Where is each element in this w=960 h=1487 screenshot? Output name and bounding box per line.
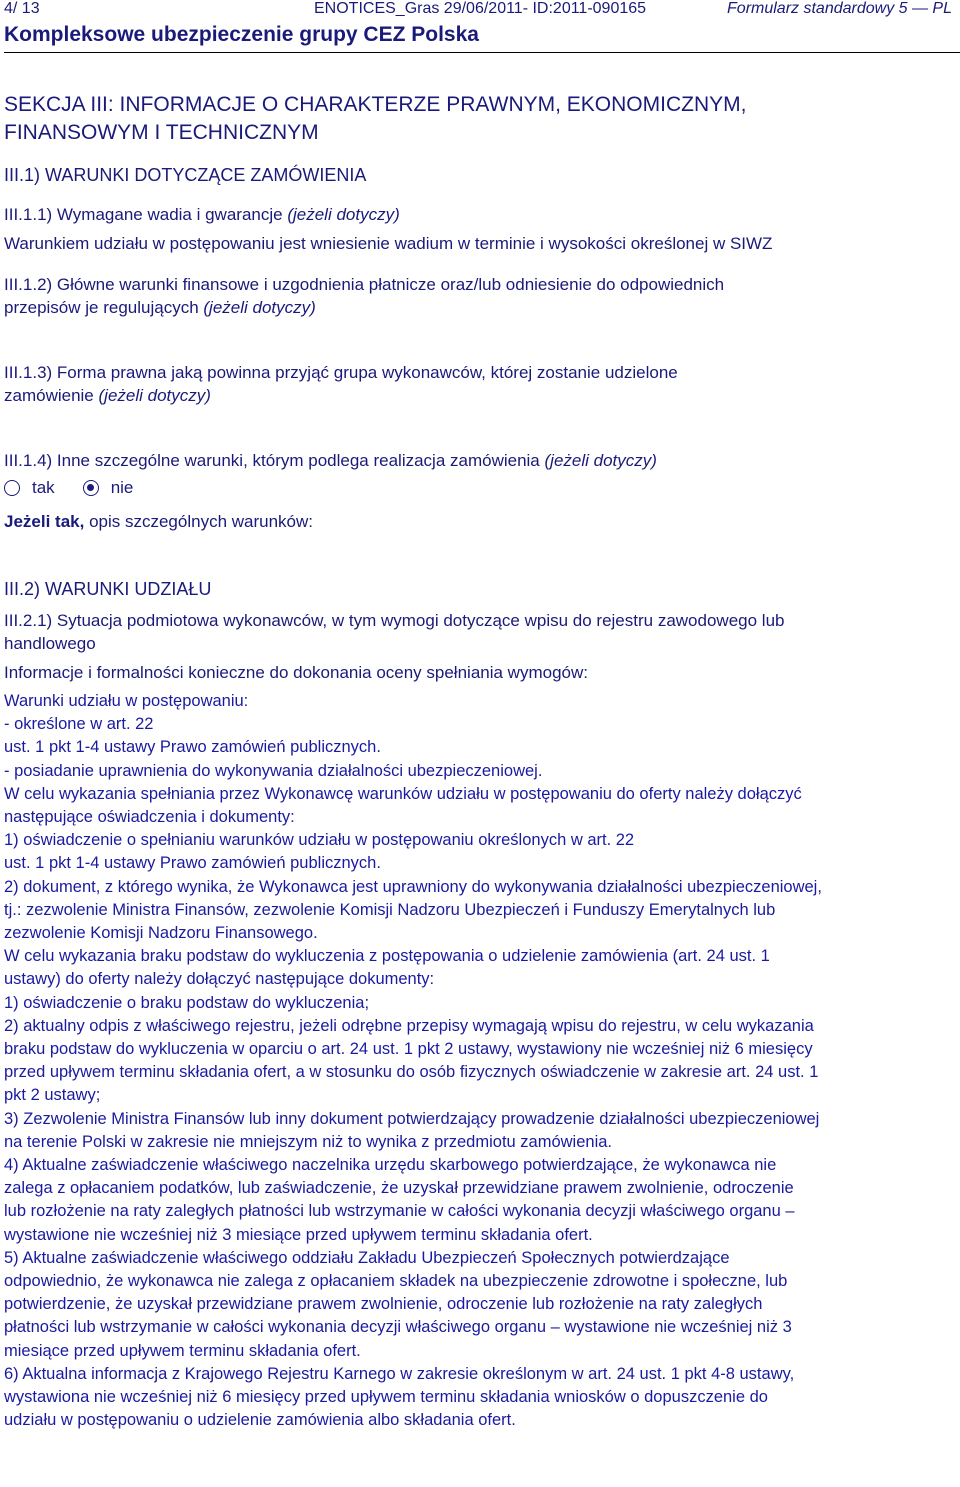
iii1-1-qualifier: (jeżeli dotyczy) xyxy=(287,205,400,224)
body-line: na terenie Polski w zakresie nie mniejszym niż to wynika z przedmiotu zamówienia. xyxy=(4,1132,612,1151)
radio-no[interactable] xyxy=(83,480,99,496)
body-line: ust. 1 pkt 1-4 ustawy Prawo zamówień publicznych. xyxy=(4,854,381,873)
notice-reference: ENOTICES_Gras 29/06/2011- ID:2011-090165 xyxy=(314,0,647,17)
body-line: pkt 2 ustawy; xyxy=(4,1086,101,1105)
body-line: - posiadanie uprawnienia do wykonywania działalności ubezpieczeniowej. xyxy=(4,761,543,780)
body-line: zezwolenie Komisji Nadzoru Finansowego. xyxy=(4,924,318,943)
radio-yes[interactable] xyxy=(4,480,20,496)
page-header xyxy=(4,0,954,22)
body-line: 4) Aktualne zaświadczenie właściwego naczelnika urzędu skarbowego potwierdzające, że wykonawca nie xyxy=(4,1156,777,1175)
iii1-2-line1: III.1.2) Główne warunki finansowe i uzgodnienia płatnicze oraz/lub odniesienie do odpowiednich xyxy=(4,275,725,294)
iii1-1-answer: Warunkiem udziału w postępowaniu jest wniesienie wadium w terminie i wysokości określonej w SIWZ xyxy=(4,234,773,253)
section-title-line1: SEKCJA III: INFORMACJE O CHARAKTERZE PRAWNYM, EKONOMICZNYM, xyxy=(4,93,747,116)
body-line: braku podstaw do wykluczenia w oparciu o art. 24 ust. 1 pkt 2 ustawy, wystawiony nie wcześniej niż 6 miesięcy xyxy=(4,1040,813,1059)
iii1-1-label: III.1.1) Wymagane wadia i gwarancje xyxy=(4,205,283,224)
body-line: następujące oświadczenia i dokumenty: xyxy=(4,808,295,827)
body-line: 3) Zezwolenie Ministra Finansów lub inny dokument potwierdzający prowadzenie działalności ubezpieczeniowej xyxy=(4,1109,820,1128)
body-line: 1) oświadczenie o braku podstaw do wykluczenia; xyxy=(4,993,370,1012)
body-line: odpowiednio, że wykonawca nie zalega z opłacaniem składek na ubezpieczenie zdrowotne i społeczne, lub xyxy=(4,1272,788,1291)
body-line: potwierdzenie, że uzyskał przewidziane prawem zwolnienie, odroczenie lub rozłożenie na raty zaległych xyxy=(4,1295,763,1314)
body-line: ust. 1 pkt 1-4 ustawy Prawo zamówień publicznych. xyxy=(4,738,381,757)
iii2-1-line2: handlowego xyxy=(4,634,96,653)
body-line: 1) oświadczenie o spełnianiu warunków udziału w postępowaniu określonych w art. 22 xyxy=(4,831,635,850)
body-line: W celu wykazania braku podstaw do wykluczenia z postępowania o udzielenie zamówienia (art. 24 ust. 1 xyxy=(4,947,770,966)
page-number: 4/ 13 xyxy=(4,0,40,17)
body-line: 5) Aktualne zaświadczenie właściwego oddziału Zakładu Ubezpieczeń Społecznych potwierdzające xyxy=(4,1248,730,1267)
iii1-4-question xyxy=(4,449,954,472)
radio-no-label: nie xyxy=(110,478,134,497)
iii1-3-line1: III.1.3) Forma prawna jaką powinna przyjąć grupa wykonawców, której zostanie udzielone xyxy=(4,363,678,382)
body-line: 2) aktualny odpis z właściwego rejestru, jeżeli odrębne przepisy wymagają wpisu do rejestru, w celu wykazania xyxy=(4,1016,814,1035)
iii1-2-line2: przepisów je regulujących xyxy=(4,298,199,317)
iii2-heading: III.2) WARUNKI UDZIAŁU xyxy=(4,579,212,599)
iii1-3-qualifier: (jeżeli dotyczy) xyxy=(98,386,211,405)
iii1-4-qualifier: (jeżeli dotyczy) xyxy=(544,451,657,470)
iii1-4-label: III.1.4) Inne szczególne warunki, którym podlega realizacja zamówienia xyxy=(4,451,540,470)
document-page xyxy=(4,0,954,1433)
iii2-1-line1: III.2.1) Sytuacja podmiotowa wykonawców, w tym wymogi dotyczące wpisu do rejestru zawodowego lub xyxy=(4,611,785,630)
iii1-2-qualifier: (jeżeli dotyczy) xyxy=(203,298,316,317)
body-line: 2) dokument, z którego wynika, że Wykonawca jest uprawniony do wykonywania działalności ubezpieczeniowej, xyxy=(4,877,822,896)
body-line: W celu wykazania spełniania przez Wykonawcę warunków udziału w postępowaniu do oferty należy dołączyć xyxy=(4,784,802,803)
body-line: miesiące przed upływem terminu składania ofert. xyxy=(4,1341,361,1360)
form-name: Formularz standardowy 5 — PL xyxy=(727,0,952,17)
if-yes-rest: opis szczególnych warunków: xyxy=(89,512,314,531)
iii1-4-if-yes xyxy=(4,510,954,533)
body-line: 6) Aktualna informacja z Krajowego Rejestru Karnego w zakresie określonym w art. 24 ust. 1 pkt 4-8 ustawy, xyxy=(4,1364,795,1383)
section-title-line2: FINANSOWYM I TECHNICZNYM xyxy=(4,121,319,144)
iii2-1-body xyxy=(4,690,954,1433)
iii1-1-question xyxy=(4,203,954,226)
body-line: ustawy) do oferty należy dołączyć następujące dokumenty: xyxy=(4,970,435,989)
document-title: Kompleksowe ubezpieczenie grupy CEZ Polska xyxy=(4,23,479,46)
body-line: tj.: zezwolenie Ministra Finansów, zezwolenie Komisji Nadzoru Ubezpieczeń i Funduszy Emerytalnych lub xyxy=(4,900,776,919)
body-line: wystawiona nie wcześniej niż 6 miesięcy przed upływem terminu składania wniosków o dopuszczenie do xyxy=(4,1388,768,1407)
body-line: przed upływem terminu składania ofert, a w stosunku do osób fizycznych oświadczenie w zakresie art. 24 ust. 1 xyxy=(4,1063,819,1082)
body-line: - określone w art. 22 xyxy=(4,715,154,734)
header-divider xyxy=(4,52,960,53)
body-line: zalega z opłacaniem podatków, lub zaświadczenie, że uzyskał przewidziane prawem zwolnienie, odroczenie xyxy=(4,1179,794,1198)
iii1-3-line2: zamówienie xyxy=(4,386,94,405)
iii1-4-options xyxy=(4,476,954,500)
iii1-heading: III.1) WARUNKI DOTYCZĄCE ZAMÓWIENIA xyxy=(4,165,367,185)
iii1-3-question xyxy=(4,361,954,407)
body-line: płatności lub wstrzymanie w całości wykonania decyzji właściwego organu – wystawione nie wcześniej niż 3 xyxy=(4,1318,792,1337)
iii2-1-info-label: Informacje i formalności konieczne do dokonania oceny spełniania wymogów: xyxy=(4,663,588,682)
body-line: wystawione nie wcześniej niż 3 miesiące przed upływem terminu składania ofert. xyxy=(4,1225,593,1244)
iii2-1-question xyxy=(4,609,954,655)
section-title xyxy=(4,91,954,147)
body-line: lub rozłożenie na raty zaległych płatności lub wstrzymanie w całości wykonania decyzji właściwego organu – xyxy=(4,1202,795,1221)
body-line: udziału w postępowaniu o udzielenie zamówienia albo składania ofert. xyxy=(4,1411,516,1430)
body-line: Warunki udziału w postępowaniu: xyxy=(4,692,249,710)
if-yes-bold: Jeżeli tak, xyxy=(4,512,85,531)
iii1-2-question xyxy=(4,273,954,319)
radio-yes-label: tak xyxy=(32,478,55,497)
